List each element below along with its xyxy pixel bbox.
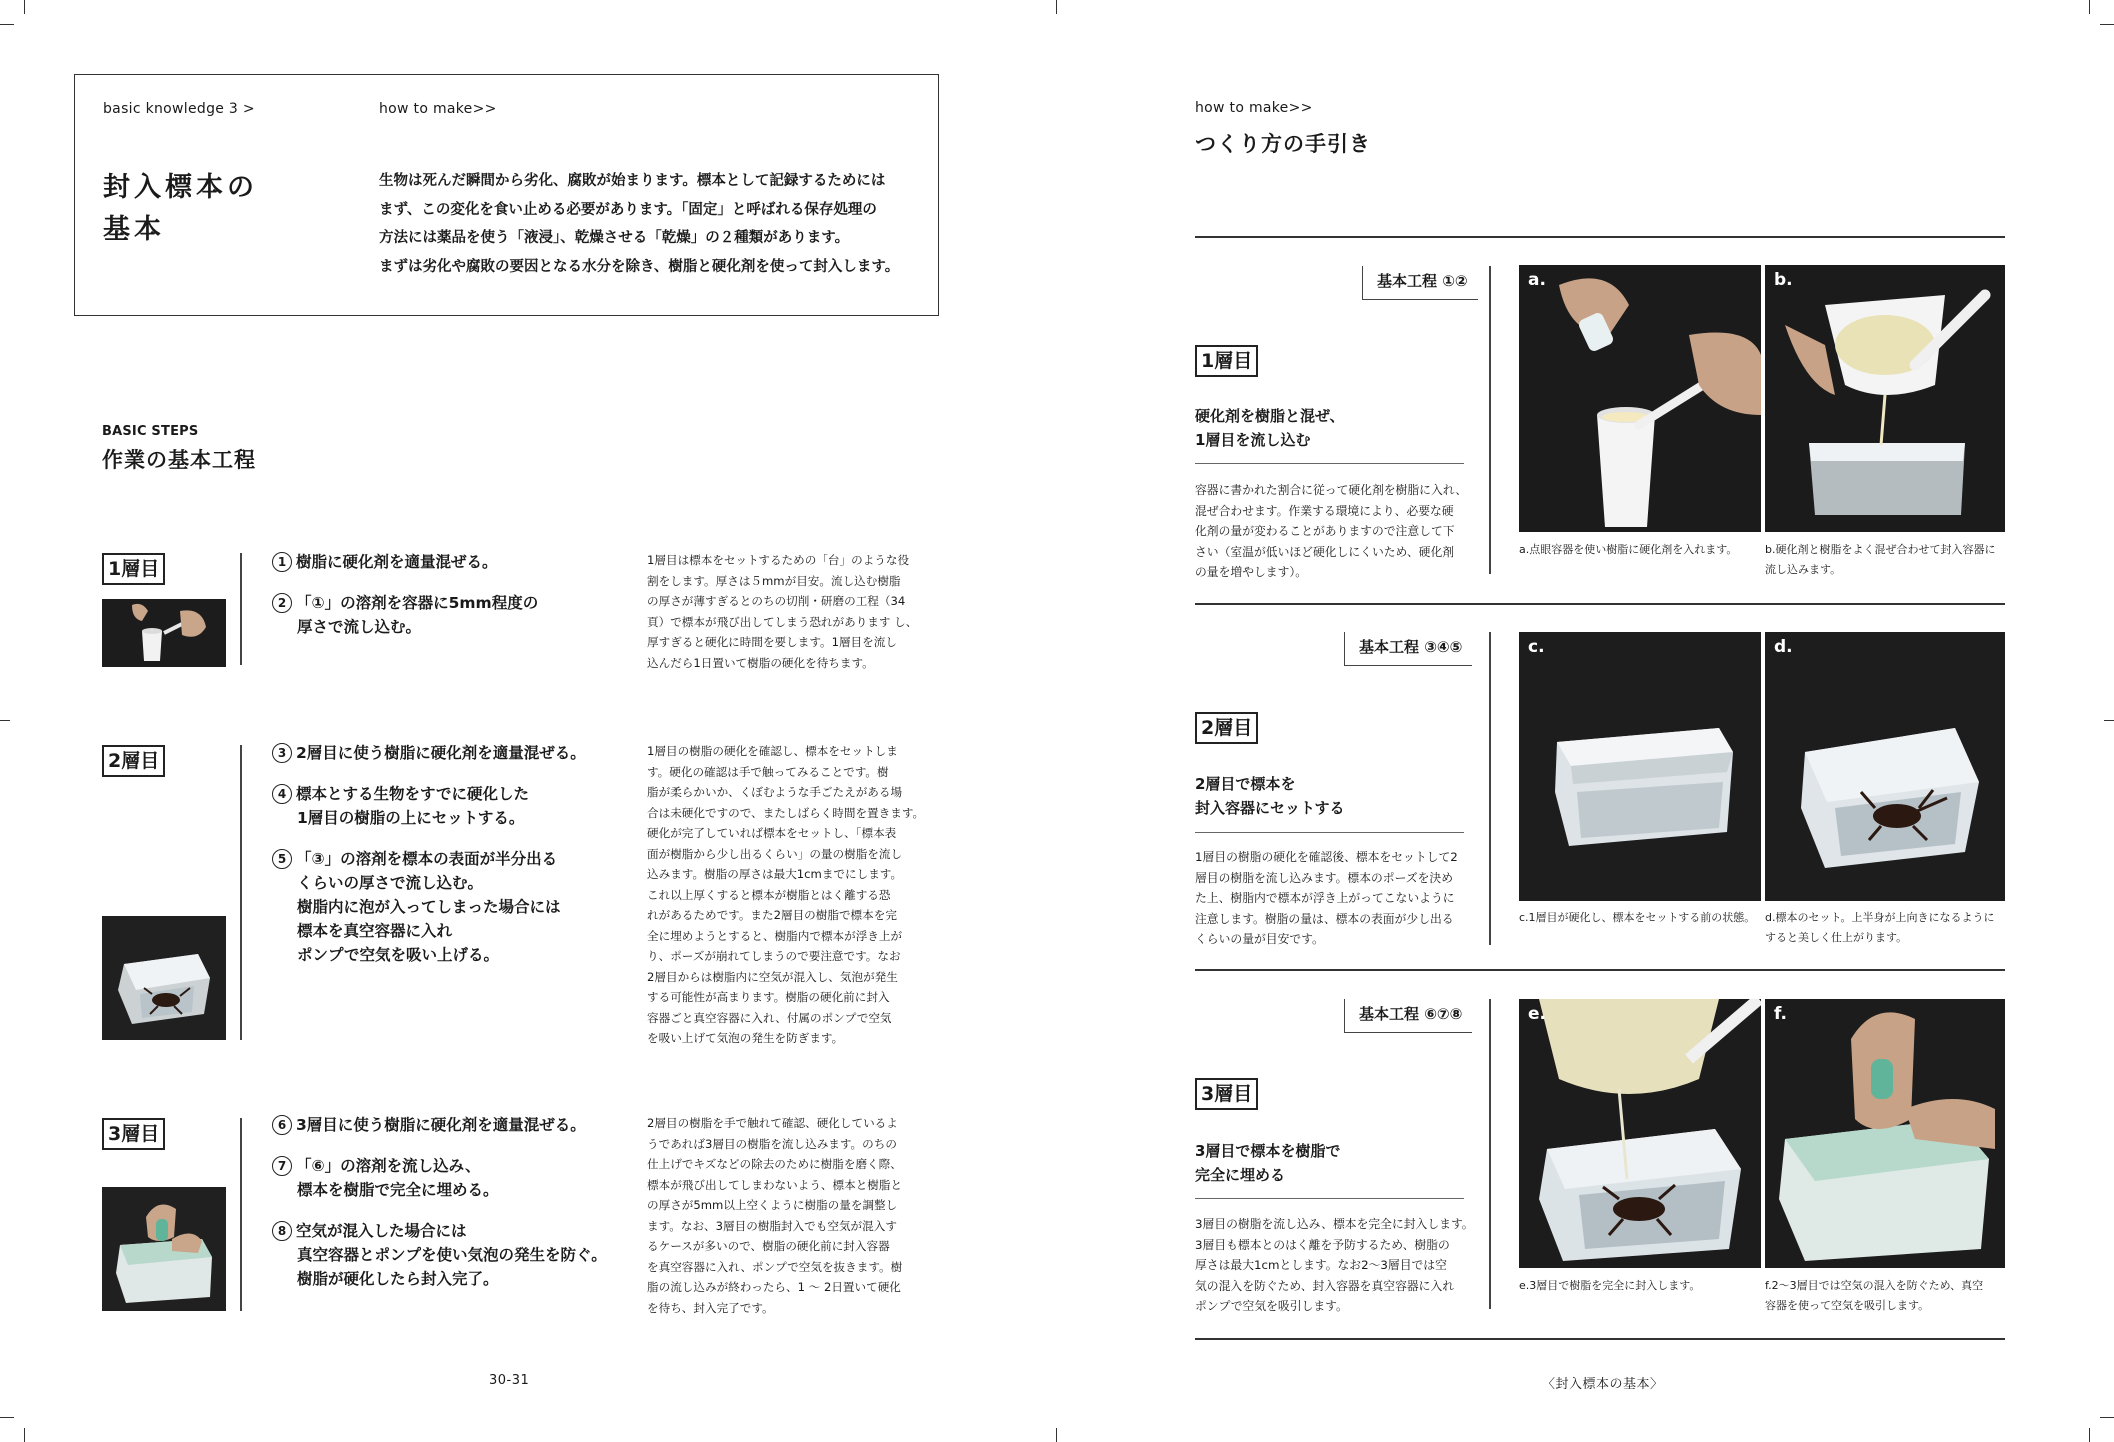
divider [1489,632,1491,945]
crop-mark [2089,1428,2090,1442]
crop-mark [2100,24,2114,25]
intro-title: 封入標本の 基本 [103,172,258,245]
divider [1489,266,1491,574]
block3-description: 3層目の樹脂を流し込み、標本を完全に封入します。 3層目も標本とのはく離を予防するため、樹脂の 厚さは最大1cmとします。なお2〜3層目では空 気の混入を防ぐため、封入容器を真空容器に入れ ポンプで空気を吸引します。 [1195,1217,1474,1313]
crop-mark [2100,1417,2114,1418]
photo-e [1519,999,1761,1268]
howto-title: つくり方の手引き [1195,132,1371,156]
block1-heading: 硬化剤を樹脂と混ぜ、 1層目を流し込む [1195,407,1345,449]
running-footer: 〈封入標本の基本〉 [1542,1377,1664,1392]
block1-description: 容器に書かれた割合に従って硬化剤を樹脂に入れ、 混ぜ合わせます。作業する環境により、必要な硬 化剤の量が変わることがありますので注意して下 さい（室温が低いほど硬化しにくいため、硬化剤 の量を増やします）。 [1195,483,1468,579]
layer3-steps: 6 3層目に使う樹脂に硬化剤を適量混ぜる。 7 「⑥」の溶剤を流し込み、 標本を樹脂で完全に埋める。 8 空気が混入した場合には 真空容器とポンプを使い気泡の発生を防ぐ。 樹脂が硬化したら封入完了。 [272,1113,607,1291]
intro-howto-tag: how to make>> [379,101,497,117]
process-label-2: 基本工程 ③④⑤ [1344,632,1472,666]
layer1-thumbnail [102,599,226,667]
layer3-tag: 3層目 [102,1118,165,1150]
step-number: 8 [272,1221,292,1241]
rule [1195,1198,1464,1199]
photo-letter: f. [1774,1004,1787,1024]
crop-mark [0,24,14,25]
divider [240,553,242,665]
process-label-3: 基本工程 ⑥⑦⑧ [1344,999,1472,1033]
step-item: 3 2層目に使う樹脂に硬化剤を適量混ぜる。 [272,741,586,765]
rule [1195,969,2005,971]
step-number: 6 [272,1115,292,1135]
caption-b: b.硬化剤と樹脂をよく混ぜ合わせて封入容器に 流し込みます。 [1765,543,1996,576]
caption-f: f.2〜3層目では空気の混入を防ぐため、真空 容器を使って空気を吸引します。 [1765,1279,1984,1312]
layer1-tag: 1層目 [102,553,165,585]
caption-c: c.1層目が硬化し、標本をセットする前の状態。 [1519,911,1756,924]
photo-c [1519,632,1761,901]
block3-heading: 3層目で標本を樹脂で 完全に埋める [1195,1142,1341,1184]
intro-box [74,74,939,316]
divider [240,1118,242,1311]
photo-a [1519,265,1761,532]
step-item: 1 樹脂に硬化剤を適量混ぜる。 [272,550,538,574]
layer1-steps: 1 樹脂に硬化剤を適量混ぜる。 2 「①」の溶剤を容器に5mm程度の 厚さで流し込む。 [272,550,538,639]
photo-b [1765,265,2005,532]
layer1-note: 1層目は標本をセットするための「台」のような役 割をします。厚さは５mmが目安。流し込む樹脂 の厚さが薄すぎるとのちの切削・研磨の工程（34 頁）で標本が飛び出してしまう恐れがあります し、 厚すぎると硬化に時間を要します。1層目を流し 込んだら1日置いて樹脂の硬化を待ちます。 [647,553,918,670]
crop-mark [2104,720,2114,721]
layer3-thumbnail [102,1187,226,1311]
layer2-note: 1層目の樹脂の硬化を確認し、標本をセットしま す。硬化の確認は手で触ってみることです。樹 脂が柔らかいか、くぼむような手ごたえがある場 合は未硬化ですので、またしばらく時間を置きます。 硬化が完了していれば標本をセットし、「標本表 面が樹脂から少し出るくらい」の量の樹脂を流し 込みます。樹脂の厚さは最大1cmまでにします。 これ以上厚くすると標本が樹脂とはく離する恐 れがあるためです。また2層目の樹脂で標本を完 全に埋めようとすると、樹脂内で標本が浮き上が り、ポーズが崩れてしまうので要注意です。なお 2層目からは樹脂内に空気が混入し、気泡が発生 する可能性が高まります。樹脂の硬化前に封入 容器ごと真空容器に入れ、付属のポンプで空気 を吸い上げて気泡の発生を防ぎます。 [647,744,925,1045]
step-item: 6 3層目に使う樹脂に硬化剤を適量混ぜる。 [272,1113,607,1137]
crop-mark [1056,1428,1057,1442]
block2-heading: 2層目で標本を 封入容器にセットする [1195,775,1345,817]
photo-letter: b. [1774,270,1793,290]
photo-letter: a. [1528,270,1546,290]
rule [1195,463,1464,464]
page-number: 30-31 [489,1373,530,1388]
basic-knowledge-tag: basic knowledge 3 > [103,101,255,117]
block2-description: 1層目の樹脂の硬化を確認後、標本をセットして2 層目の樹脂を流し込みます。標本のポーズを決め た上、樹脂内で標本が浮き上がってこないように 注意します。樹脂の量は、標本の表面が少し出る くらいの量が目安です。 [1195,850,1458,946]
intro-body: 生物は死んだ瞬間から劣化、腐敗が始まります。標本として記録するためには まず、この変化を食い止める必要があります。「固定」と呼ばれる保存処理の 方法には薬品を使う「液浸」、乾燥させる「乾燥」の２種類があります。 まずは劣化や腐敗の要因となる水分を除き、樹脂と硬化剤を使って封入します。 [379,173,900,275]
caption-a: a.点眼容器を使い樹脂に硬化剤を入れます。 [1519,543,1738,556]
step-number: 4 [272,784,292,804]
rule [1195,236,2005,238]
step-item: 7 「⑥」の溶剤を流し込み、 [272,1154,607,1178]
process-label-1: 基本工程 ①② [1362,266,1478,300]
crop-mark [0,1417,14,1418]
photo-d [1765,632,2005,901]
step-number: 3 [272,743,292,763]
step-item: 5 「③」の溶剤を標本の表面が半分出る [272,847,586,871]
block3-layer-tag: 3層目 [1195,1078,1258,1110]
crop-mark [24,1428,25,1442]
rule [1195,603,2005,605]
step-item: 8 空気が混入した場合には [272,1219,607,1243]
caption-d: d.標本のセット。上半身が上向きになるように すると美しく仕上がります。 [1765,911,1995,944]
crop-mark [24,0,25,14]
section-label-en: BASIC STEPS [102,424,199,439]
section-title: 作業の基本工程 [102,448,256,472]
layer2-steps: 3 2層目に使う樹脂に硬化剤を適量混ぜる。 4 標本とする生物をすでに硬化した 1層目の樹脂の上にセットする。 5 「③」の溶剤を標本の表面が半分出る くらいの厚さで流し込む。 樹脂内に泡が入ってしまった場合には 標本を真空容器に入れ ポンプで空気を吸い上げる。 [272,741,586,967]
step-number: 2 [272,593,292,613]
photo-letter: d. [1774,637,1793,657]
layer3-note: 2層目の樹脂を手で触れて確認、硬化しているよ うであれば3層目の樹脂を流し込みます。のちの 仕上げでキズなどの除去のために樹脂を磨く際、 標本が飛び出してしまわないよう、標本と樹脂と の厚さが5mm以上空くように樹脂の量を調整し ます。なお、3層目の樹脂封入でも空気が混入す るケースが多いので、樹脂の硬化前に封入容器 を真空容器に入れ、ポンプで空気を抜きます。樹 脂の流し込みが終わったら、1 〜 2日置いて硬化 を待ち、封入完了です。 [647,1116,903,1315]
photo-letter: e. [1528,1004,1546,1024]
block2-layer-tag: 2層目 [1195,712,1258,744]
crop-mark [1056,0,1057,14]
photo-f [1765,999,2005,1268]
block1-layer-tag: 1層目 [1195,345,1258,377]
divider [240,745,242,1040]
step-item: 4 標本とする生物をすでに硬化した [272,782,586,806]
crop-mark [0,720,10,721]
divider [1489,999,1491,1309]
layer2-thumbnail [102,916,226,1040]
howto-tag: how to make>> [1195,100,1313,116]
rule [1195,832,1464,833]
step-number: 1 [272,552,292,572]
step-number: 7 [272,1156,292,1176]
step-item: 2 「①」の溶剤を容器に5mm程度の [272,591,538,615]
layer2-tag: 2層目 [102,745,165,777]
photo-letter: c. [1528,637,1545,657]
step-number: 5 [272,849,292,869]
caption-e: e.3層目で樹脂を完全に封入します。 [1519,1279,1701,1292]
rule [1195,1338,2005,1340]
crop-mark [2089,0,2090,14]
